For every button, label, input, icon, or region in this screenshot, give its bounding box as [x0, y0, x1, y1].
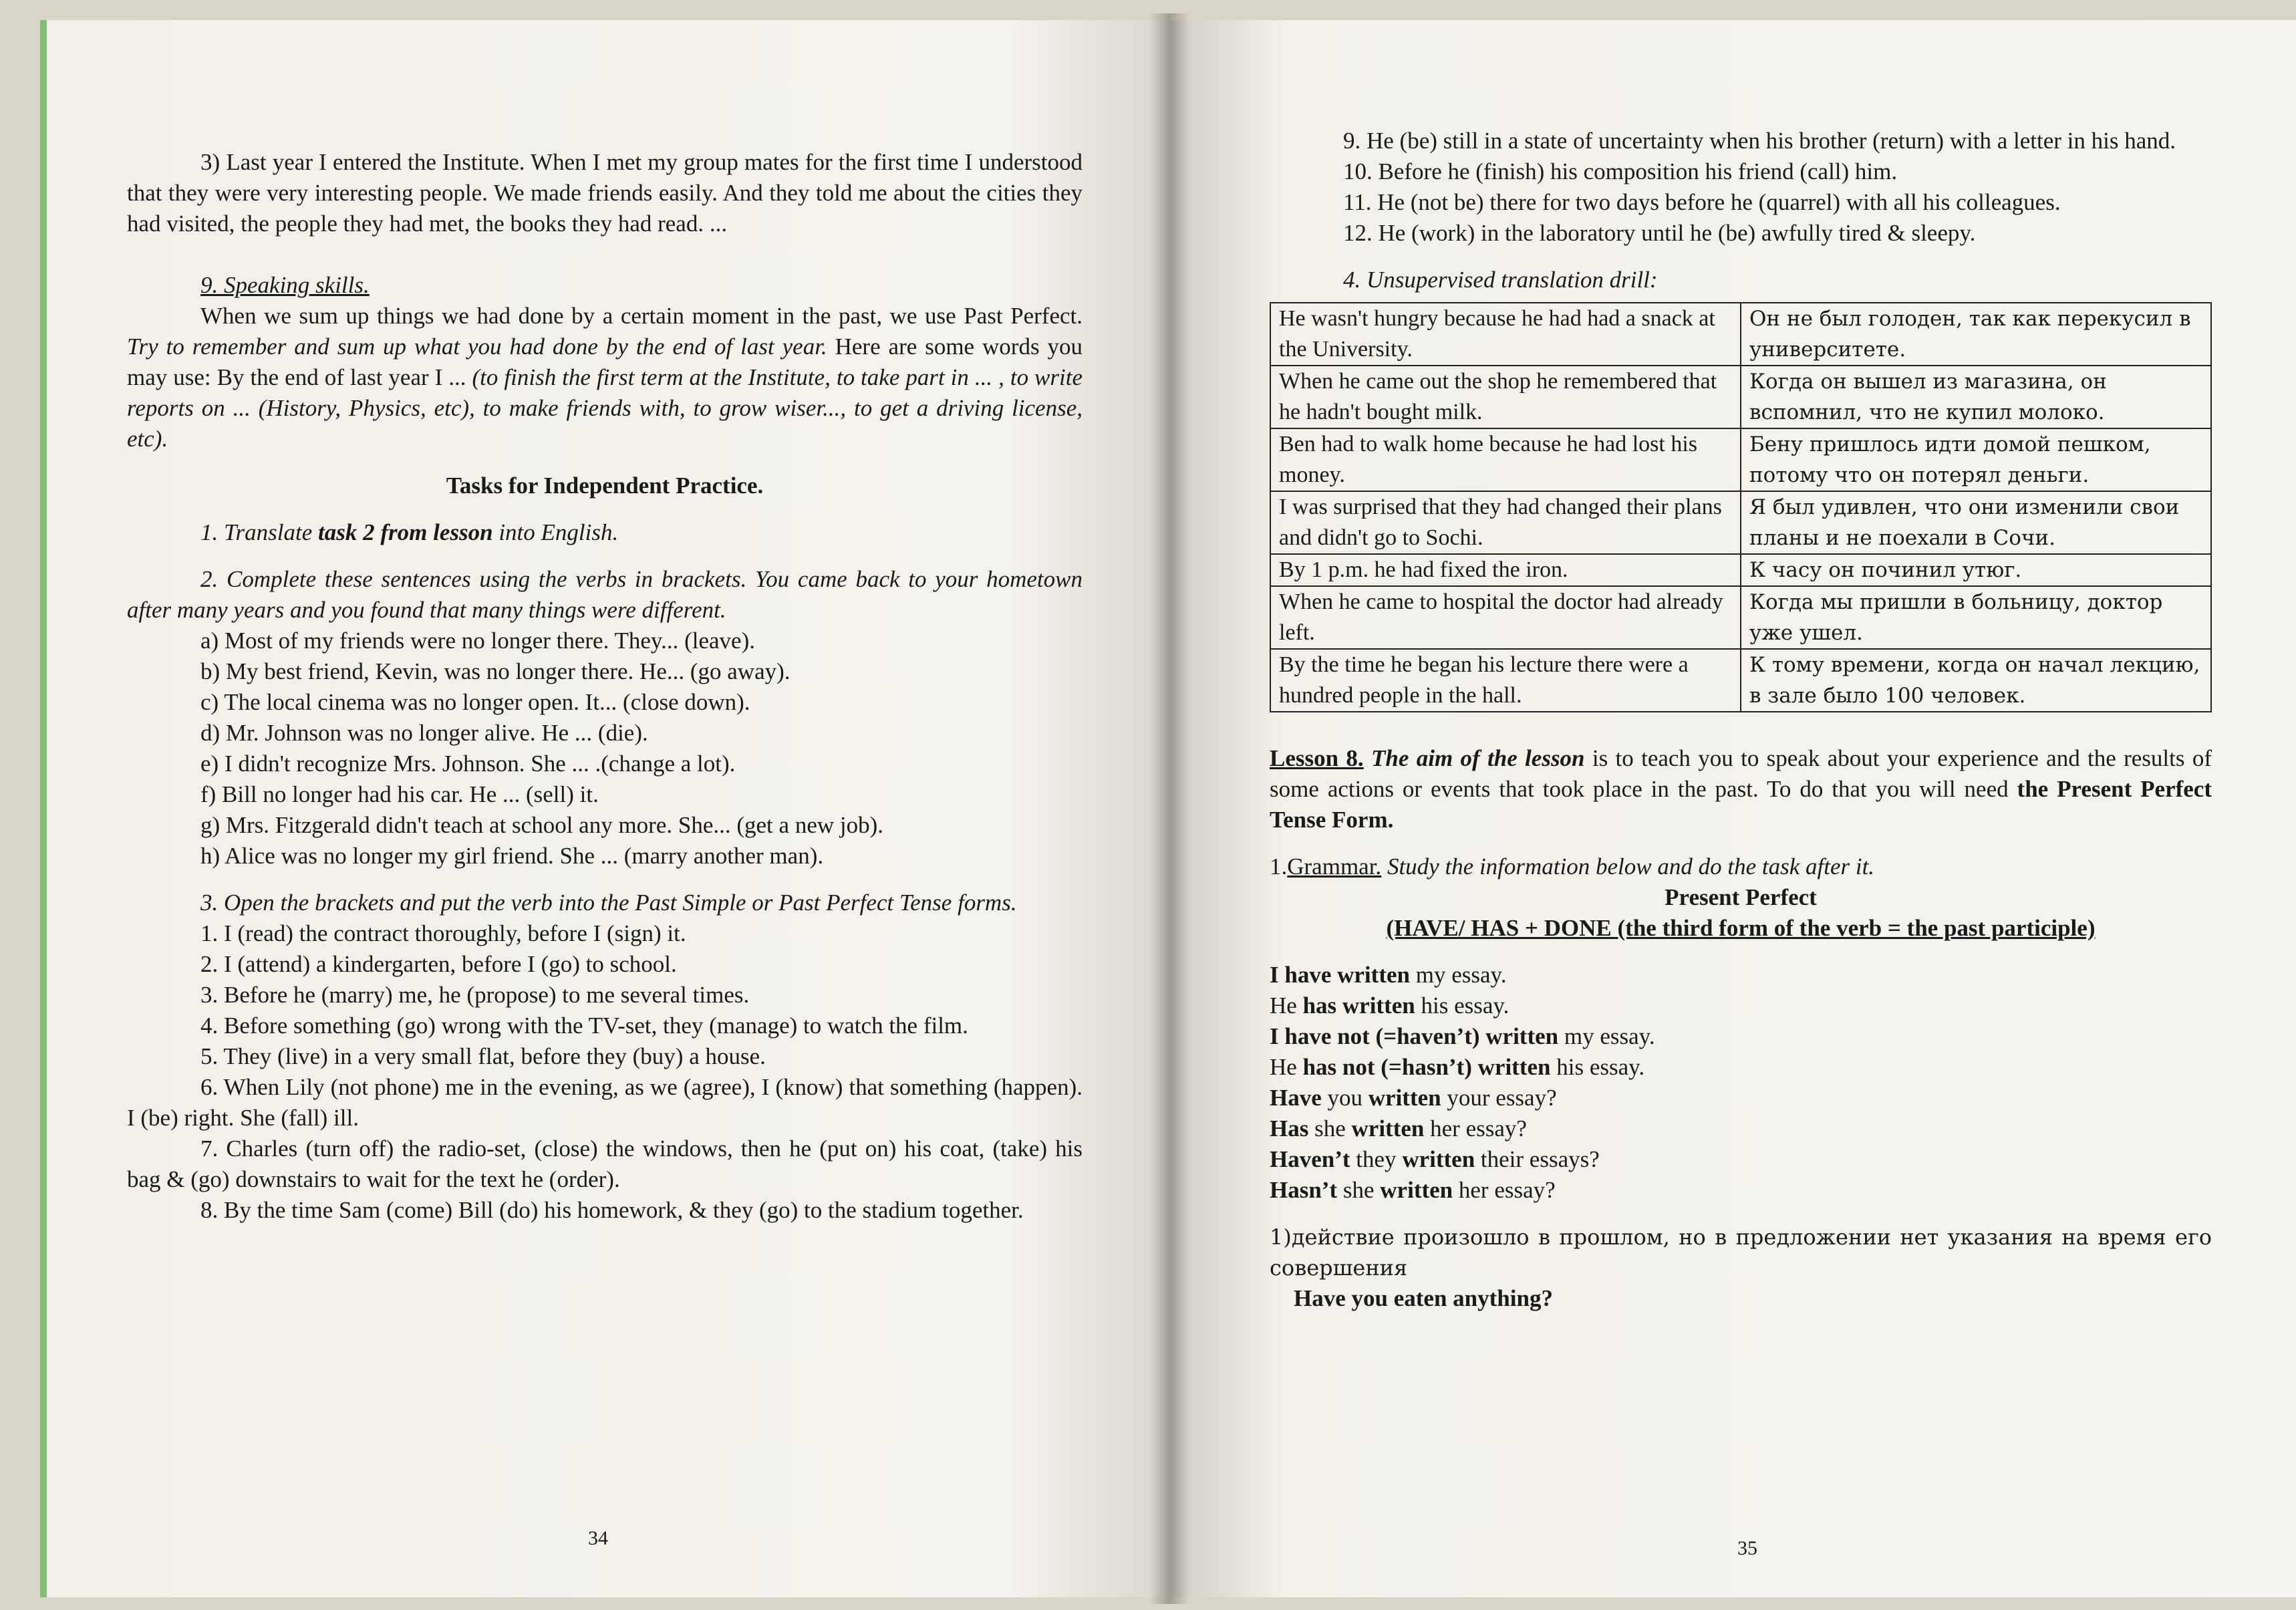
list-item: h) Alice was no longer my girl friend. She ... (marry another man).	[200, 843, 824, 869]
table-row: By 1 p.m. he had fixed the iron. К часу он починил утюг.	[1270, 554, 2211, 586]
list-item: 7. Charles (turn off) the radio-set, (close) the windows, then he (put on) his coat, (take) his bag & (go) downstairs to wait for the text he (order).	[127, 1135, 1083, 1192]
list-item: 9. He (be) still in a state of uncertainty when his brother (return) with a letter in his hand.	[1343, 128, 2176, 154]
list-item: Have you written your essay?	[1270, 1085, 1557, 1111]
speaking-skills-body: When we sum up things we had done by a certain moment in the past, we use Past Perfect. Try to remember and sum up what you had done by the end of last year. Here are some words you may use: By the end of last year I ... (to finish the first term at the Institute, to take part in ... , to write reports on ... (History, Physics, etc), to make friends with, to grow wiser..., to get a driving license, etc).	[127, 303, 1083, 452]
list-item: b) My best friend, Kevin, was no longer there. He... (go away).	[200, 658, 791, 684]
list-item: 10. Before he (finish) his composition his friend (call) him.	[1343, 158, 1898, 184]
page-number-left: 34	[588, 1527, 608, 1549]
page-number-right: 35	[1737, 1537, 1757, 1559]
list-item: c) The local cinema was no longer open. It... (close down).	[200, 689, 750, 715]
list-item: 5. They (live) in a very small flat, before they (buy) a house.	[200, 1043, 766, 1069]
task-1: 1. Translate task 2 from lesson into English.	[200, 519, 619, 545]
task-4-title: 4. Unsupervised translation drill:	[1343, 267, 1658, 293]
list-item: 2. I (attend) a kindergarten, before I (go) to school.	[200, 951, 677, 977]
grammar-task: 1.Grammar. Study the information below and do the task after it.	[1270, 853, 1875, 880]
list-item: f) Bill no longer had his car. He ... (sell) it.	[200, 781, 599, 807]
list-item: g) Mrs. Fitzgerald didn't teach at school any more. She... (get a new job).	[200, 812, 884, 838]
list-item: Haven’t they written their essays?	[1270, 1146, 1600, 1172]
present-perfect-formula: (HAVE/ HAS + DONE (the third form of the verb = the past participle)	[1386, 915, 2096, 941]
tasks-heading: Tasks for Independent Practice.	[446, 473, 764, 499]
list-item: 1. I (read) the contract thoroughly, before I (sign) it.	[200, 920, 686, 946]
list-item: 6. When Lily (not phone) me in the evening, as we (agree), I (know) that something (happen). I (be) right. She (fall) ill.	[127, 1074, 1083, 1131]
task-2-instruction: 2. Complete these sentences using the verbs in brackets. You came back to your hometown after many years and you found that many things were different.	[127, 566, 1083, 623]
list-item: I have not (=haven’t) written my essay.	[1270, 1023, 1655, 1049]
list-item: 12. He (work) in the laboratory until he (be) awfully tired & sleepy.	[1343, 220, 1976, 246]
task-3-list	[127, 918, 1083, 1226]
table-row: By the time he began his lecture there were a hundred people in the hall. К тому времени, когда он начал лекцию, в зале было 100 человек.	[1270, 649, 2211, 712]
table-row: I was surprised that they had changed their plans and didn't go to Sochi. Я был удивлен, что они изменили свои планы и не поехали в Сочи.	[1270, 491, 2211, 554]
speaking-skills-title: 9. Speaking skills.	[200, 272, 370, 298]
translation-drill-table	[1270, 302, 2212, 712]
left-page-text	[127, 147, 1083, 1226]
list-item: 3. Before he (marry) me, he (propose) to me several times.	[200, 982, 750, 1008]
list-item: He has written his essay.	[1270, 992, 1510, 1019]
list-item: d) Mr. Johnson was no longer alive. He ... (die).	[200, 720, 648, 746]
examples-list	[1270, 960, 2212, 1206]
list-item: 11. He (not be) there for two days before he (quarrel) with all his colleagues.	[1343, 189, 2061, 215]
list-item: a) Most of my friends were no longer there. They... (leave).	[200, 628, 755, 654]
list-item: 4. Before something (go) wrong with the TV-set, they (manage) to watch the film.	[200, 1013, 968, 1039]
task-3-instruction: 3. Open the brackets and put the verb into the Past Simple or Past Perfect Tense forms.	[200, 890, 1017, 916]
table-row: When he came to hospital the doctor had already left. Когда мы пришли в больницу, доктор уже ушел.	[1270, 586, 2211, 649]
list-item: 8. By the time Sam (come) Bill (do) his homework, & they (go) to the stadium together.	[200, 1197, 1024, 1223]
lesson-8-intro: Lesson 8. The aim of the lesson is to teach you to speak about your experience and the results of some actions or events that took place in the past. To do that you will need the Present Perfect Tense Form.	[1270, 745, 2212, 833]
paragraph-3: 3) Last year I entered the Institute. When I met my group mates for the first time I understood that they were very interesting people. We made friends easily. And they told me about the cities they had visited, the people they had met, the books they had read. ...	[127, 149, 1083, 237]
usage-example: Have you eaten anything?	[1294, 1285, 1553, 1311]
table-row: He wasn't hungry because he had had a snack at the University. Он не был голоден, так как перекусил в университете.	[1270, 303, 2211, 366]
list-item: I have written my essay.	[1270, 962, 1507, 988]
list-item: He has not (=hasn’t) written his essay.	[1270, 1054, 1645, 1080]
task-2-list	[127, 626, 1083, 871]
list-item: Has she written her essay?	[1270, 1115, 1527, 1142]
present-perfect-title: Present Perfect	[1665, 884, 1817, 910]
book-gutter	[1149, 13, 1189, 1604]
table-row: When he came out the shop he remembered that he hadn't bought milk. Когда он вышел из магазина, он вспомнил, что не купил молоко.	[1270, 366, 2211, 428]
right-page-text	[1270, 126, 2212, 1314]
usage-rule-1: 1)действие произошло в прошлом, но в предложении нет указания на время его совершения	[1270, 1224, 2212, 1281]
list-item: Hasn’t she written her essay?	[1270, 1177, 1556, 1203]
table-row: Ben had to walk home because he had lost his money. Бену пришлось идти домой пешком, потому что он потерял деньги.	[1270, 428, 2211, 491]
list-item: e) I didn't recognize Mrs. Johnson. She ... .(change a lot).	[200, 751, 736, 777]
